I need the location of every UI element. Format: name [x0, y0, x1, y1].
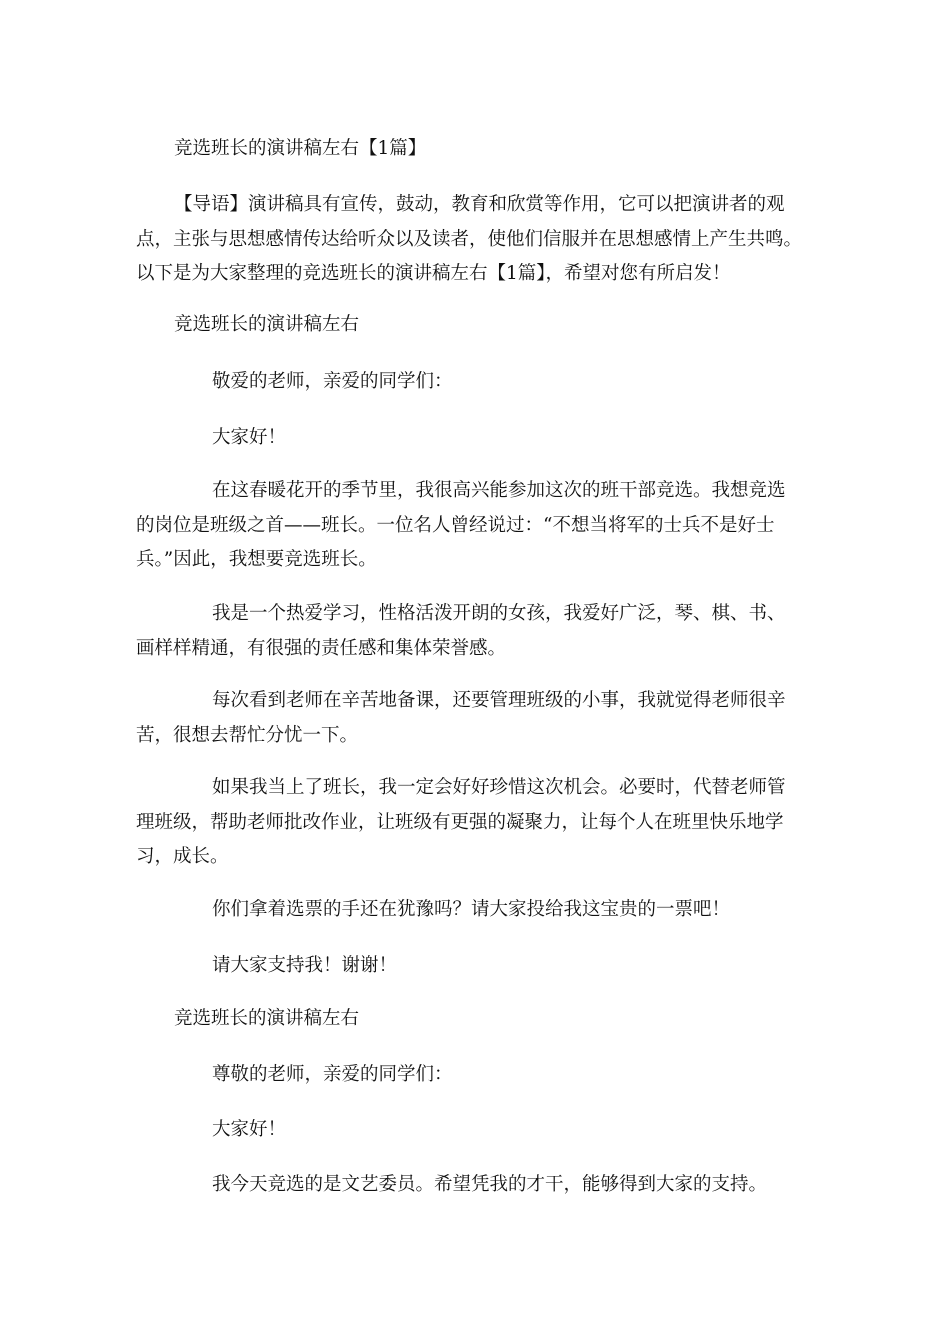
speech2-greeting: 大家好！: [212, 1119, 287, 1140]
intro-paragraph: [136, 188, 820, 292]
document-title: 竞选班长的演讲稿左右【1篇】: [174, 138, 427, 159]
speech1-closing: 请大家支持我！谢谢！: [212, 955, 398, 976]
paragraph-line: 习，成长。: [136, 846, 229, 867]
speech1-paragraph-2: [136, 597, 820, 666]
intro-line: 以下是为大家整理的竞选班长的演讲稿左右【1篇】，希望对您有所启发！: [136, 263, 731, 284]
speech2-salutation: 尊敬的老师，亲爱的同学们：: [212, 1064, 453, 1085]
speech1-paragraph-4: [136, 771, 820, 875]
paragraph-line: 在这春暖花开的季节里，我很高兴能参加这次的班干部竞选。我想竞选: [212, 480, 786, 501]
paragraph-line: 理班级，帮助老师批改作业，让班级有更强的凝聚力，让每个人在班里快乐地学: [136, 811, 784, 833]
speech1-paragraph-1: [136, 474, 820, 578]
speech1-heading: 竞选班长的演讲稿左右: [174, 314, 360, 335]
speech2-heading: 竞选班长的演讲稿左右: [174, 1008, 360, 1029]
speech1-paragraph-5: 你们拿着选票的手还在犹豫吗？请大家投给我这宝贵的一票吧！: [212, 899, 731, 920]
paragraph-line: 画样样精通，有很强的责任感和集体荣誉感。: [136, 637, 507, 659]
paragraph-line: 的岗位是班级之首——班长。一位名人曾经说过：“不想当将军的士兵不是好士: [136, 514, 775, 536]
paragraph-line: 每次看到老师在辛苦地备课，还要管理班级的小事，我就觉得老师很辛: [212, 690, 786, 711]
speech1-paragraph-3: [136, 684, 820, 753]
paragraph-line: 苦，很想去帮忙分忧一下。: [136, 724, 359, 746]
speech1-greeting: 大家好！: [212, 427, 287, 448]
paragraph-line: 兵。”因此，我想要竞选班长。: [136, 549, 377, 570]
paragraph-line: 如果我当上了班长，我一定会好好珍惜这次机会。必要时，代替老师管: [212, 777, 786, 798]
intro-line: 点，主张与思想感情传达给听众以及读者，使他们信服并在思想感情上产生共鸣。: [136, 228, 803, 250]
intro-line: 【导语】演讲稿具有宣传，鼓动，教育和欣赏等作用，它可以把演讲者的观: [174, 194, 785, 215]
speech1-salutation: 敬爱的老师，亲爱的同学们：: [212, 371, 453, 392]
paragraph-line: 我是一个热爱学习，性格活泼开朗的女孩，我爱好广泛，琴、棋、书、: [212, 603, 786, 624]
speech2-paragraph-1: 我今天竞选的是文艺委员。希望凭我的才干，能够得到大家的支持。: [212, 1174, 768, 1195]
